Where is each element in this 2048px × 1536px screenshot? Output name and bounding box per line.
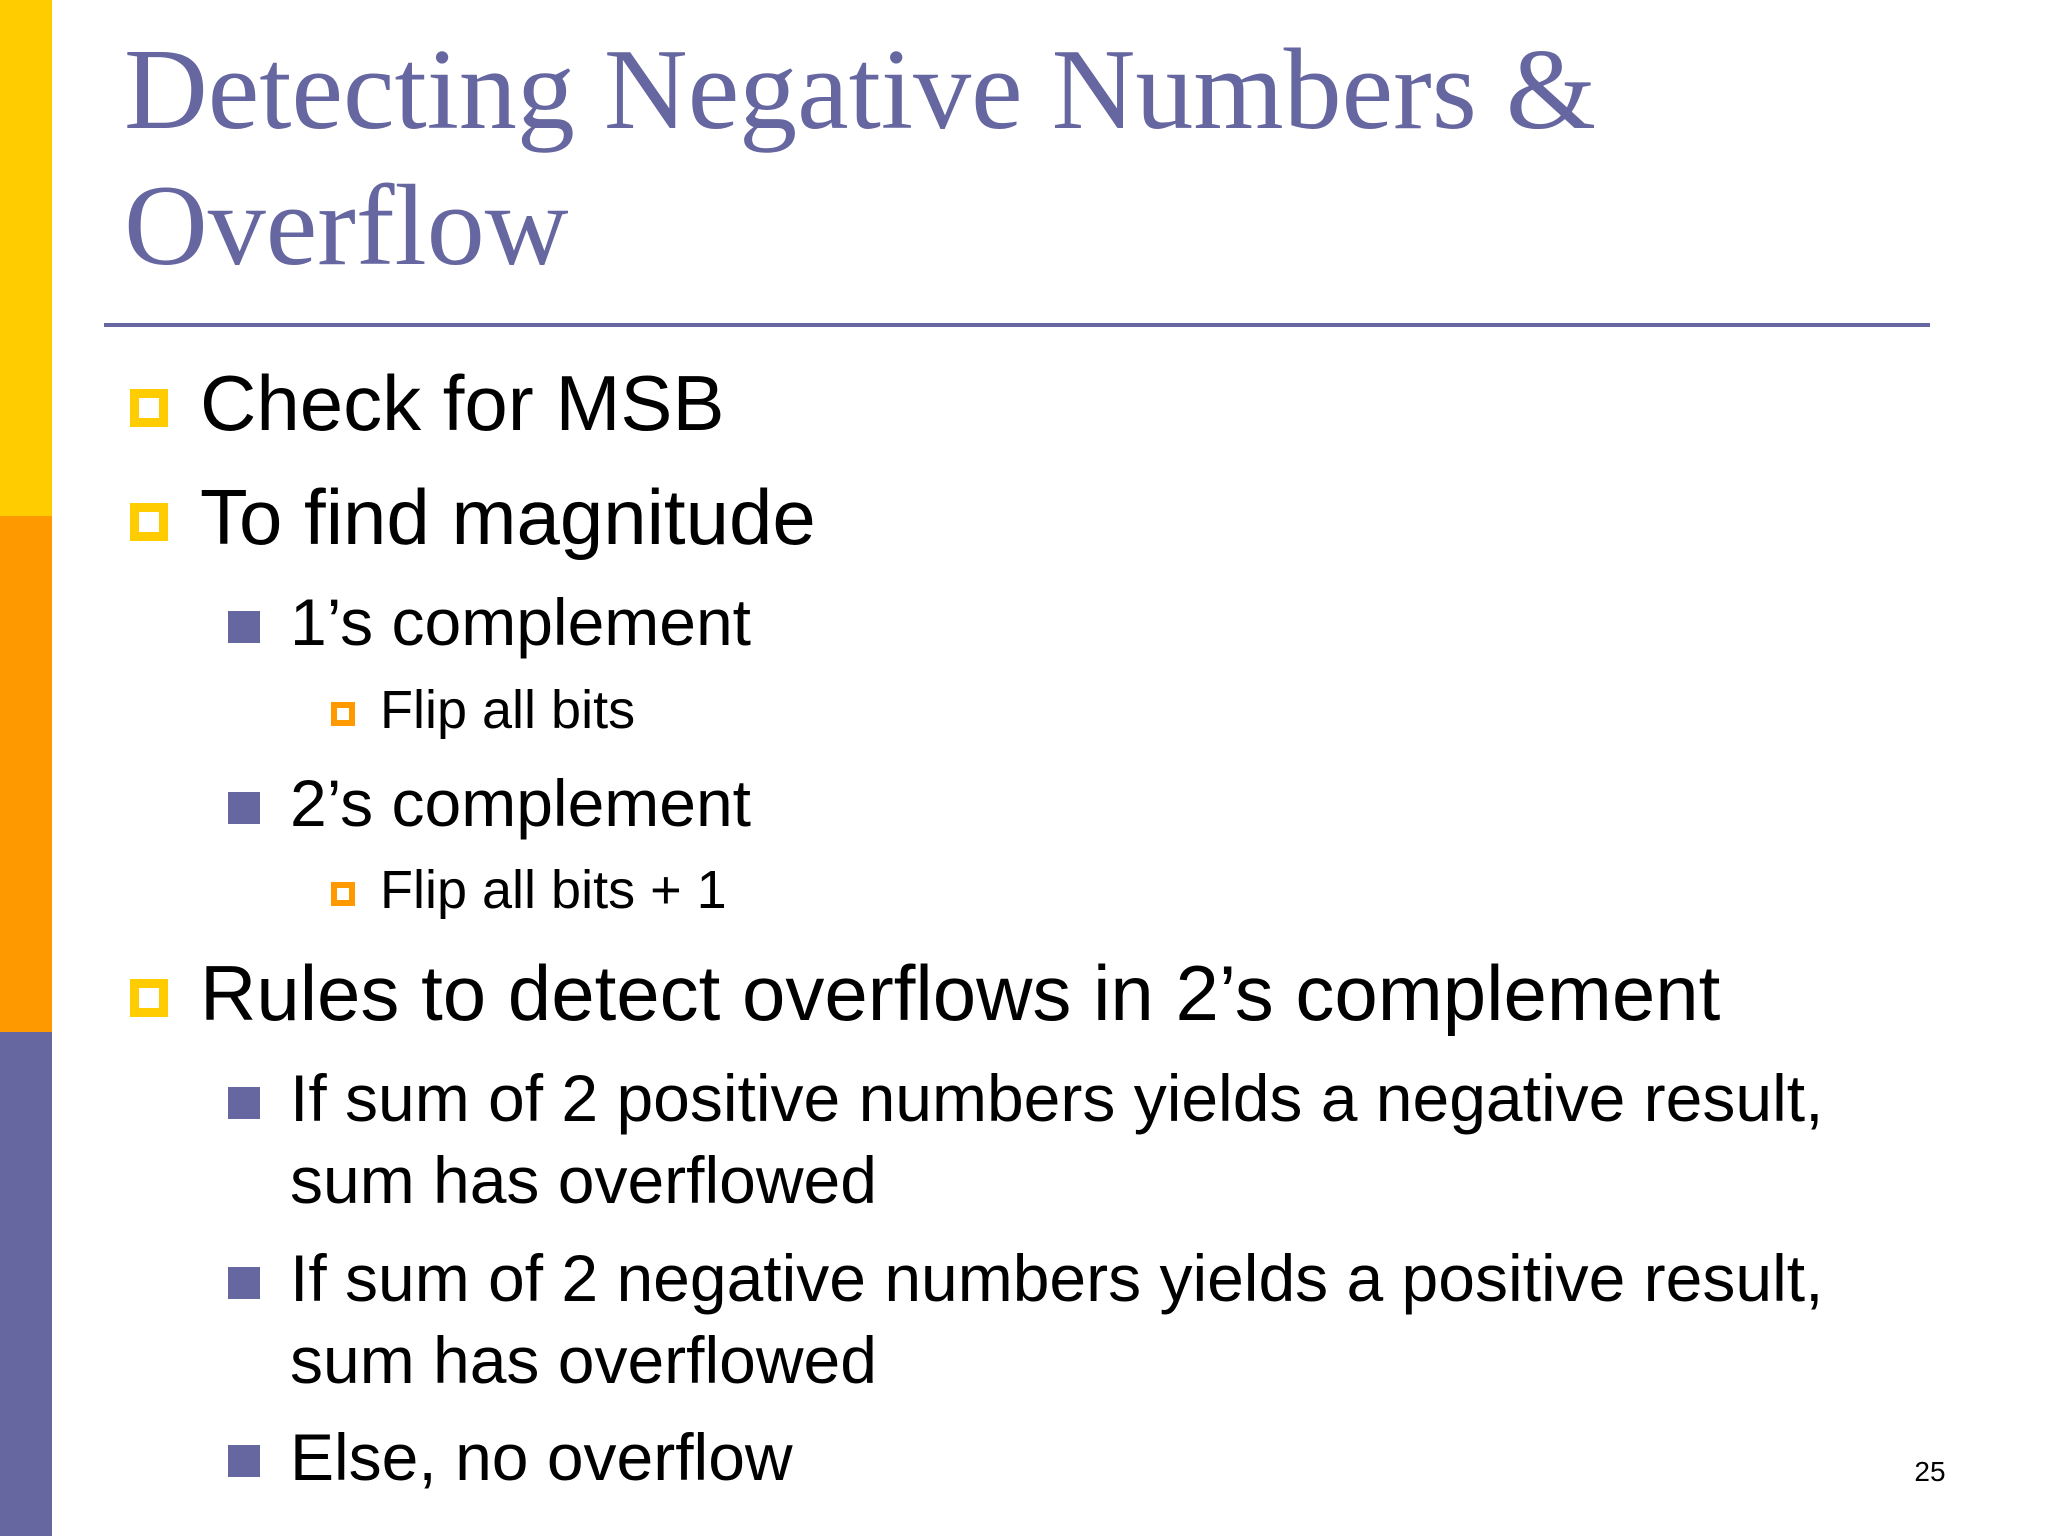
side-band-yellow xyxy=(0,0,52,516)
page-number: 25 xyxy=(1914,1456,1946,1487)
side-band-orange xyxy=(0,516,52,1032)
title-divider xyxy=(104,323,1930,327)
bullet-filled-square-icon xyxy=(228,1087,260,1119)
bullet-flip-all-bits-plus-one: Flip all bits + 1 xyxy=(380,860,727,920)
bullet-ones-complement: 1’s complement xyxy=(290,585,752,659)
side-band-purple xyxy=(0,1032,52,1536)
bullet-twos-complement: 2’s complement xyxy=(290,766,752,840)
bullet-filled-square-icon xyxy=(228,611,260,643)
bullet-small-square-icon xyxy=(331,702,355,726)
bullet-square-icon xyxy=(130,503,168,541)
bullet-negative-overflow-rule: If sum of 2 negative numbers yields a positive result, sum has overflowed xyxy=(290,1241,1824,1397)
bullet-positive-overflow-rule: If sum of 2 positive numbers yields a negative result, sum has overflowed xyxy=(290,1061,1824,1217)
bullet-filled-square-icon xyxy=(228,1445,260,1477)
bullet-find-magnitude: To find magnitude xyxy=(200,473,816,561)
bullet-overflow-rules: Rules to detect overflows in 2’s complement xyxy=(200,949,1721,1037)
bullet-small-square-icon xyxy=(331,882,355,906)
bullet-flip-all-bits: Flip all bits xyxy=(380,680,636,740)
bullet-filled-square-icon xyxy=(228,1267,260,1299)
bullet-square-icon xyxy=(130,389,168,427)
bullet-check-msb: Check for MSB xyxy=(200,359,725,447)
bullet-square-icon xyxy=(130,979,168,1017)
bullet-no-overflow: Else, no overflow xyxy=(290,1420,793,1494)
slide-title: Detecting Negative Numbers & Overflow xyxy=(124,26,1597,290)
bullet-filled-square-icon xyxy=(228,792,260,824)
